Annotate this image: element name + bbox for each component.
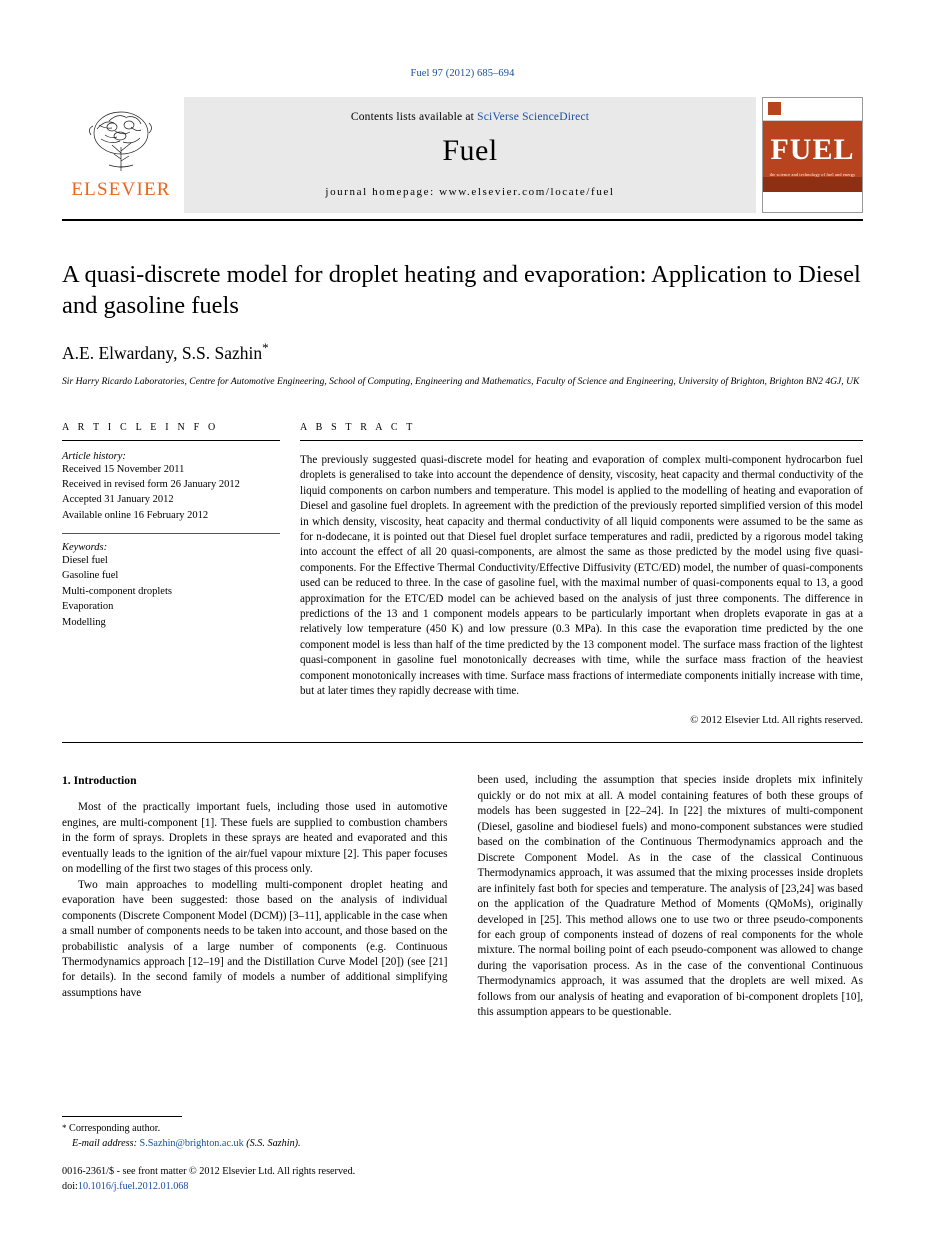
- article-info-rule: [62, 440, 280, 441]
- section-heading-introduction: 1. Introduction: [62, 774, 137, 788]
- header-divider: [62, 219, 863, 221]
- journal-header: [62, 97, 863, 213]
- affiliation: Sir Harry Ricardo Laboratories, Centre for Automotive Engineering, School of Computing, Engineering and Mathematics, Faculty of Science and Engineering, University of Brighton, Brighton BN2 4GJ, UK: [62, 375, 860, 387]
- journal-title: Fuel: [442, 134, 498, 167]
- keywords-divider: [62, 533, 280, 534]
- keyword-item: Multi-component droplets: [62, 585, 172, 597]
- elsevier-wordmark: ELSEVIER: [71, 179, 171, 200]
- corresponding-author-text: Corresponding author.: [69, 1122, 161, 1134]
- paragraph: Most of the practically important fuels, including those used in automotive engines, are multi-component [1]. These fuels are supplied to combustion chambers in the form of sprays. Droplets in these sprays are heated and evaporated and this eventually leads to the ignition of the air/fuel vapour mixture [2]. This paper focuses on modelling of the first two stages of this process only.: [62, 801, 448, 876]
- journal-homepage[interactable]: journal homepage: www.elsevier.com/locate/fuel: [325, 186, 615, 198]
- footnote-area: [62, 1116, 448, 1194]
- body-column-right: [478, 773, 864, 1020]
- history-item: Received in revised form 26 January 2012: [62, 479, 240, 491]
- journal-cover-thumbnail: [762, 97, 863, 213]
- cover-top-band: [763, 98, 862, 121]
- history-item: Available online 16 February 2012: [62, 509, 209, 521]
- article-history-heading: Article history:: [62, 450, 126, 462]
- issn-block: [62, 1165, 448, 1194]
- sciencedirect-link[interactable]: SciVerse ScienceDirect: [477, 111, 590, 123]
- cover-title: FUEL: [770, 133, 855, 166]
- cover-bottom-band: [763, 192, 862, 212]
- contents-prefix: Contents lists available at: [350, 111, 478, 123]
- email-link[interactable]: S.Sazhin@brighton.ac.uk: [139, 1137, 244, 1149]
- keyword-item: Diesel fuel: [62, 554, 108, 566]
- email-footnote: [72, 1137, 448, 1152]
- doi-link[interactable]: 10.1016/j.fuel.2012.01.068: [77, 1180, 189, 1192]
- issn-line: 0016-2361/$ - see front matter © 2012 Elsevier Ltd. All rights reserved.: [62, 1166, 356, 1178]
- author-names: A.E. Elwardany, S.S. Sazhin: [62, 342, 263, 363]
- author-list: [62, 340, 863, 364]
- cover-subtitle: the science and technology of fuel and energy: [769, 172, 856, 177]
- keyword-item: Evaporation: [62, 601, 114, 613]
- doi-prefix: doi:: [62, 1180, 78, 1192]
- corresponding-author-marker: *: [262, 339, 269, 355]
- email-label: E-mail address:: [72, 1137, 137, 1149]
- abstract-text: The previously suggested quasi-discrete model for heating and evaporation of complex multi-component hydrocarbon fuel droplets is generalised to take into account the dependence of density, viscosity, heat capacity and thermal conductivity of the liquid components on carbon numbers and temperature. This model is applied to the modelling of heating and evaporation of Diesel and gasoline fuel droplets. In agreement with the prediction of the previously reported simplified version of this model in which density, viscosity, heat capacity and thermal conductivity of all liquid components were assumed to be the same as for n-dodecane, it is pointed out that Diesel fuel droplet surface temperatures and radii, predicted by a rigorous model taking into account the effect of all 20 quasi-components, are almost the same as those predicted by the model using five quasi-components. For the Effective Thermal Conductivity/Effective Diffusivity (ETC/ED) model, the number of quasi-components used can be reduced to three. In the case of gasoline fuel, with the maximal number of quasi-components equal to 13, a good approximation for the ETC/ED model can be achieved based on the analysis of just three components. The difference in predictions of the 13 and 1 component models appears to be particularly important when droplets evaporate in gas at a relatively low temperature (450 K) and low pressure (0.3 MPa). In this case the evaporation time predicted by the one component model is less than half of the time predicted by the 13 component model. The surface mass fraction of the lightest quasi-component in gasoline fuel monotonically decreases with time, while the surface mass fraction of the heaviest component monotonically increases with time. Surface mass fractions of intermediate components initially increase with time, but at later times they rapidly decrease with time.: [300, 453, 863, 698]
- abstract-column: [300, 422, 863, 727]
- abstract-bottom-divider: [62, 742, 863, 743]
- doi-line: [62, 1180, 448, 1194]
- copyright-line: © 2012 Elsevier Ltd. All rights reserved.: [690, 715, 863, 727]
- keyword-item: Gasoline fuel: [62, 570, 119, 582]
- elsevier-tree-icon: [79, 101, 163, 175]
- email-owner: (S.S. Sazhin).: [246, 1137, 301, 1149]
- footnote-star: *: [62, 1122, 67, 1133]
- elsevier-logo: [62, 97, 180, 213]
- info-abstract-block: [62, 422, 863, 727]
- abstract-rule: [300, 440, 863, 441]
- page-title: A quasi-discrete model for droplet heating and evaporation: Application to Diesel and gasoline fuels: [62, 261, 861, 320]
- footnote-divider: [62, 1116, 182, 1117]
- contents-available-line: [351, 111, 589, 123]
- paragraph: been used, including the assumption that species inside droplets mix infinitely quickly or do not mix at all. A model containing features of both these groups of models has been suggested in [22–24]. In [22] the mixtures of multi-component (Diesel, gasoline and biodiesel fuels) and mono-component substances were studied based on the combination of the Continuous Thermodynamics approach and the Discrete Component Model. As in the case of the classical Continuous Thermodynamics approach, it was assumed that the mixing processes inside droplets are infinitely fast both for species and temperature. The analysis of [23,24] was based on the application of the Quadrature Method of Moments (QMoMs), originally developed in [25]. This method allows one to use two or three pseudo-components for each group of components instead of dozens of real components for the whole mixture. The normal boiling point of each pseudo-component was allowed to change during the vaporisation process. As in the case of the conventional Continuous Thermodynamics approach, it was assumed that the droplets are well mixed. As follows from our analysis of heating and evaporation of bi-component droplets [10], this assumption appears to be questionable.: [477, 774, 863, 1019]
- running-head: Fuel 97 (2012) 685–694: [410, 68, 515, 79]
- journal-header-center: [184, 97, 756, 213]
- keyword-item: Modelling: [62, 616, 106, 628]
- keywords-heading: Keywords:: [62, 541, 108, 553]
- history-item: Accepted 31 January 2012: [62, 494, 174, 506]
- article-info-column: [62, 422, 300, 727]
- paragraph: Two main approaches to modelling multi-component droplet heating and evaporation have been suggested: those based on the analysis of individual components (Discrete Component Model (DCM)) [3–11], applicable in the case when a small number of components needs to be taken into account, and those based on the probabilistic analysis of a large number of components (e.g. Continuous Thermodynamics approach [12–19] and the Distillation Curve Model [20]) (see [21] for details). In the second family of models a number of additional simplifying assumptions have: [62, 878, 448, 999]
- body-column-left: [62, 773, 448, 1020]
- corresponding-author-footnote: [62, 1122, 448, 1137]
- history-item: Received 15 November 2011: [62, 463, 185, 475]
- cover-color-band: [763, 177, 862, 192]
- abstract-heading: A B S T R A C T: [300, 421, 416, 433]
- article-info-heading: A R T I C L E I N F O: [62, 421, 219, 433]
- body-columns: [62, 773, 863, 1020]
